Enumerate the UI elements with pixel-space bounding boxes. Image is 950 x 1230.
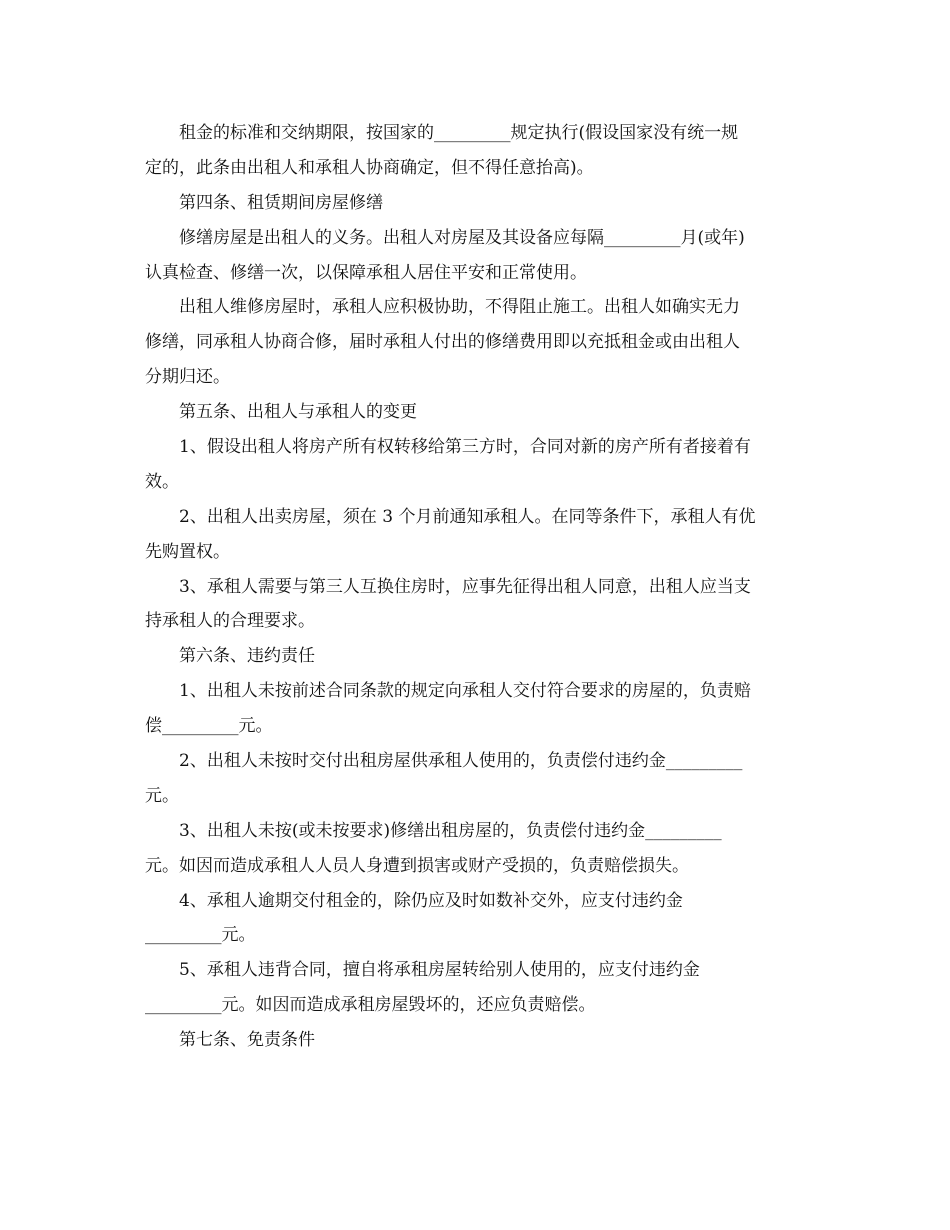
text-line: 认真检查、修缮一次，以保障承租人居住平安和正常使用。 bbox=[145, 262, 587, 283]
document-body bbox=[145, 116, 805, 1058]
text-line: 4、承租人逾期交付租金的，除仍应及时如数补交外，应支付违约金 bbox=[179, 890, 683, 911]
text-line: 先购置权。 bbox=[145, 541, 230, 562]
text-line: _________元。 bbox=[145, 925, 256, 946]
text-line: 元。 bbox=[145, 785, 179, 806]
text-line: 修缮，同承租人协商合修，届时承租人付出的修缮费用即以充抵租金或由出租人 bbox=[145, 332, 740, 353]
text-line: 2、出租人未按时交付出租房屋供承租人使用的，负责偿付违约金_________ bbox=[179, 751, 743, 772]
text-line: _________元。如因而造成承租房屋毁坏的，还应负责赔偿。 bbox=[145, 995, 596, 1016]
text-line: 1、出租人未按前述合同条款的规定向承租人交付符合要求的房屋的，负责赔 bbox=[179, 681, 751, 702]
text-line: 1、假设出租人将房产所有权转移给第三方时，合同对新的房产所有者接着有 bbox=[179, 437, 751, 458]
text-line: 元。如因而造成承租人人员人身遭到损害或财产受损的，负责赔偿损失。 bbox=[145, 855, 689, 876]
section-heading: 第五条、出租人与承租人的变更 bbox=[179, 402, 417, 423]
text-line: 定的，此条由出租人和承租人协商确定，但不得任意抬高)。 bbox=[145, 157, 594, 178]
text-line: 3、承租人需要与第三人互换住房时，应事先征得出租人同意，出租人应当支 bbox=[179, 576, 751, 597]
text-line: 修缮房屋是出租人的义务。出租人对房屋及其设备应每隔_________月(或年) bbox=[179, 227, 745, 248]
text-line: 5、承租人违背合同，擅自将承租房屋转给别人使用的，应支付违约金 bbox=[179, 960, 700, 981]
text-line: 偿_________元。 bbox=[145, 716, 273, 737]
section-heading: 第七条、免责条件 bbox=[179, 1030, 315, 1051]
section-heading: 第六条、违约责任 bbox=[179, 646, 315, 667]
text-line: 2、出租人出卖房屋，须在 3 个月前通知承租人。在同等条件下，承租人有优 bbox=[179, 506, 756, 527]
text-line: 3、出租人未按(或未按要求)修缮出租房屋的，负责偿付违约金_________ bbox=[179, 820, 722, 841]
text-line: 分期归还。 bbox=[145, 367, 230, 388]
text-line: 效。 bbox=[145, 471, 179, 492]
text-line: 出租人维修房屋时，承租人应积极协助，不得阻止施工。出租人如确实无力 bbox=[179, 297, 740, 318]
text-line: 持承租人的合理要求。 bbox=[145, 611, 315, 632]
section-heading: 第四条、租赁期间房屋修缮 bbox=[179, 192, 383, 213]
text-line: 租金的标准和交纳期限，按国家的_________规定执行(假设国家没有统一规 bbox=[179, 123, 739, 143]
